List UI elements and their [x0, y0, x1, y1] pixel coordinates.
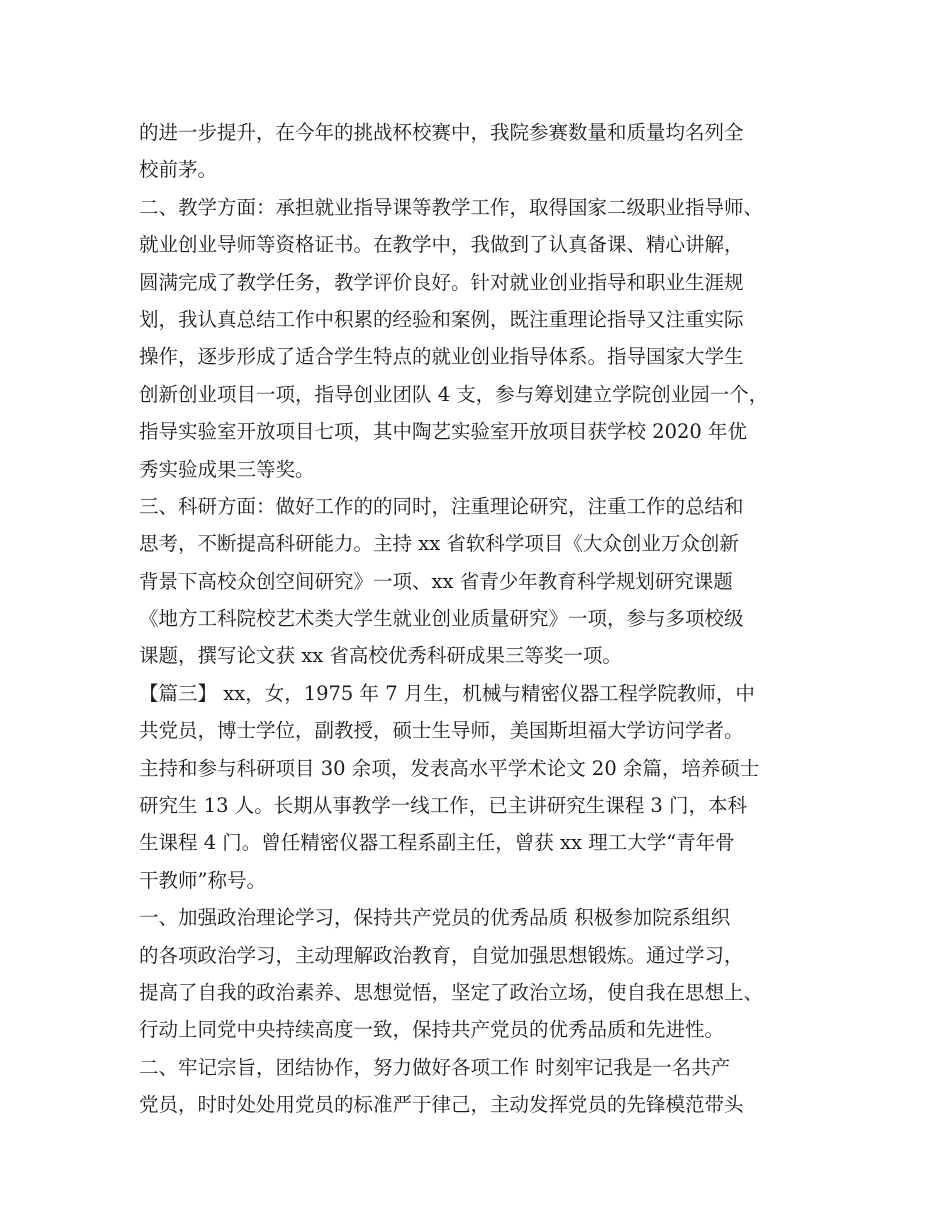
- text-line: 二、教学方面：承担就业指导课等教学工作，取得国家二级职业指导师、: [139, 195, 764, 219]
- text-line: 三、科研方面：做好工作的的同时，注重理论研究，注重工作的总结和: [139, 494, 744, 518]
- text-line: 行动上同党中央持续高度一致，保持共产党员的优秀品质和先进性。: [139, 1018, 725, 1042]
- text-line: 圆满完成了教学任务，教学评价良好。针对就业创业指导和职业生涯规: [139, 270, 744, 294]
- text-line: 【篇三】 xx，女，1975 年 7 月生，机械与精密仪器工程学院教师，中: [139, 681, 755, 705]
- text-line: 党员，时时处处用党员的标准严于律己，主动发挥党员的先锋模范带头: [139, 1093, 744, 1117]
- text-line: 课题，撰写论文获 xx 省高校优秀科研成果三等奖一项。: [139, 644, 622, 668]
- text-line: 研究生 13 人。长期从事教学一线工作，已主讲研究生课程 3 门，本科: [139, 794, 748, 818]
- text-line: 共党员，博士学位，副教授，硕士生导师，美国斯坦福大学访问学者。: [139, 719, 744, 743]
- text-line: 思考，不断提高科研能力。主持 xx 省软科学项目《大众创业万众创新: [139, 532, 739, 556]
- text-line: 校前茅。: [139, 158, 218, 182]
- text-line: 就业创业导师等资格证书。在教学中，我做到了认真备课、精心讲解，: [139, 233, 744, 257]
- text-line: 背景下高校众创空间研究》一项、xx 省青少年教育科学规划研究课题: [139, 569, 733, 593]
- text-line: 的进一步提升，在今年的挑战杯校赛中，我院参赛数量和质量均名列全: [139, 121, 744, 144]
- text-line: 一、加强政治理论学习，保持共产党员的优秀品质 积极参加院系组织: [139, 906, 731, 930]
- text-line: 干教师”称号。: [139, 868, 266, 892]
- text-line: 提高了自我的政治素养、思想觉悟，坚定了政治立场，使自我在思想上、: [139, 980, 764, 1004]
- text-line: 《地方工科院校艺术类大学生就业创业质量研究》一项，参与多项校级: [139, 607, 744, 631]
- text-line: 的各项政治学习，主动理解政治教育，自觉加强思想锻炼。通过学习，: [139, 943, 744, 967]
- text-line: 创新创业项目一项，指导创业团队 4 支，参与筹划建立学院创业园一个，: [139, 382, 769, 406]
- text-line: 生课程 4 门。曾任精密仪器工程系副主任，曾获 xx 理工大学“青年骨: [139, 831, 735, 855]
- text-line: 主持和参与科研项目 30 余项，发表高水平学术论文 20 余篇，培养硕士: [139, 756, 760, 780]
- text-line: 操作，逐步形成了适合学生特点的就业创业指导体系。指导国家大学生: [139, 345, 744, 369]
- document-body: [139, 114, 839, 1124]
- text-line: 秀实验成果三等奖。: [139, 457, 315, 481]
- text-line: 指导实验室开放项目七项，其中陶艺实验室开放项目获学校 2020 年优: [139, 420, 748, 444]
- text-line: 划，我认真总结工作中积累的经验和案例，既注重理论指导又注重实际: [139, 307, 744, 331]
- text-line: 二、牢记宗旨，团结协作，努力做好各项工作 时刻牢记我是一名共产: [139, 1055, 731, 1079]
